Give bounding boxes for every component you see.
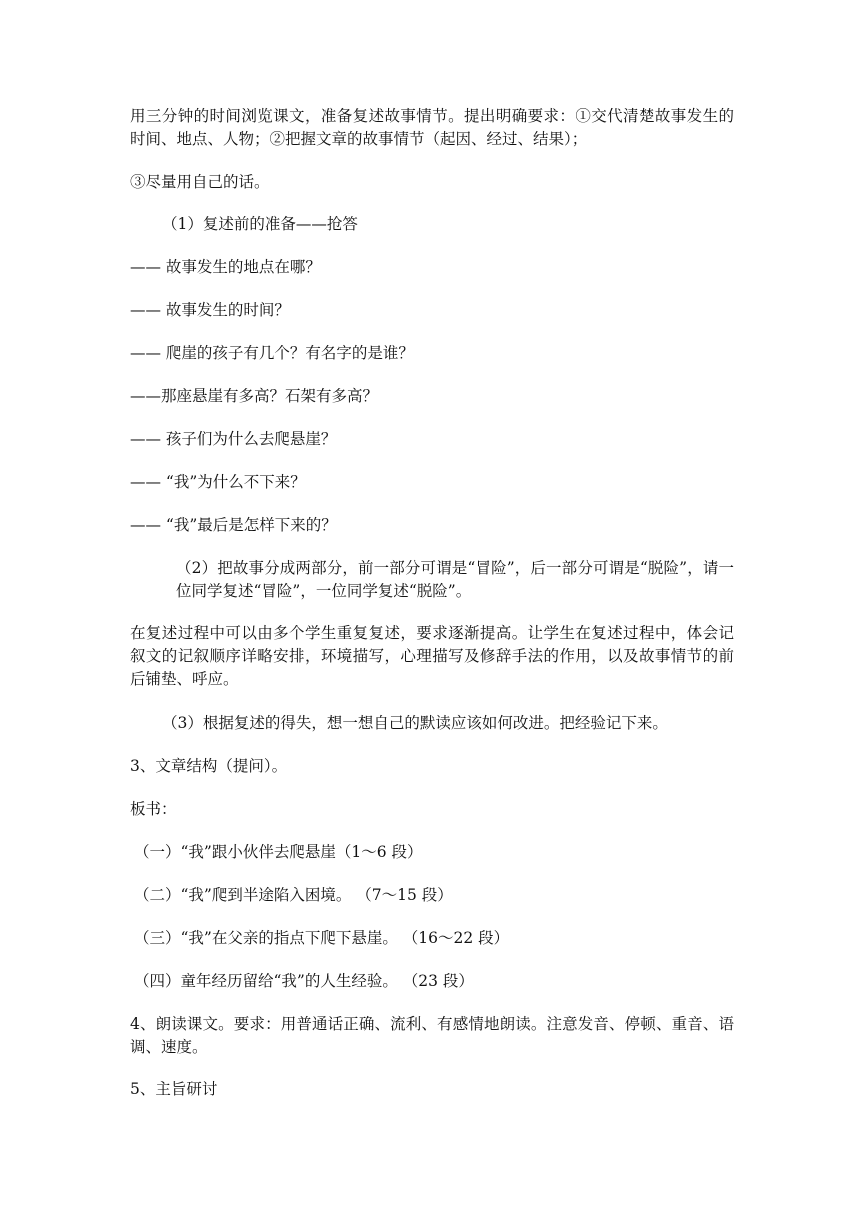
paragraph-step-1: （1）复述前的准备——抢答 <box>162 215 358 233</box>
paragraph-step-3: （3）根据复述的得失，想一想自己的默读应该如何改进。把经验记下来。 <box>162 714 668 732</box>
question-place: —— 故事发生的地点在哪？ <box>130 258 321 276</box>
label-blackboard: 板书： <box>130 800 177 818</box>
question-why-not-down: —— “我”为什么不下来？ <box>130 473 306 491</box>
question-why-climb: —— 孩子们为什么去爬悬崖？ <box>130 430 337 448</box>
paragraph-retell-requirements: 用三分钟的时间浏览课文，准备复述故事情节。提出明确要求：①交代清楚故事发生的时间、地点、人物；②把握文章的故事情节（起因、经过、结果）； <box>130 107 734 148</box>
question-time: —— 故事发生的时间？ <box>130 301 290 319</box>
paragraph-own-words: ③尽量用自己的话。 <box>130 173 270 191</box>
outline-part-3: （三）“我”在父亲的指点下爬下悬崖。 （16～22 段） <box>134 929 510 947</box>
heading-reading: 4、朗读课文。要求：用普通话正确、流利、有感情地朗读。注意发音、停顿、重音、语调、速度。 <box>130 1015 734 1056</box>
outline-part-1: （一）“我”跟小伙伴去爬悬崖（1～6 段） <box>134 843 423 861</box>
question-cliff-height: ——那座悬崖有多高？石架有多高？ <box>130 387 379 405</box>
outline-part-4: （四）童年经历留给“我”的人生经验。 （23 段） <box>134 972 474 990</box>
question-children: —— 爬崖的孩子有几个？有名字的是谁？ <box>130 344 414 362</box>
heading-structure: 3、文章结构（提问）。 <box>130 757 288 775</box>
question-how-down: —— “我”最后是怎样下来的？ <box>130 516 337 534</box>
outline-part-2: （二）“我”爬到半途陷入困境。 （7～15 段） <box>134 886 453 904</box>
paragraph-step-2: （2）把故事分成两部分，前一部分可谓是“冒险”，后一部分可谓是“脱险”，请一位同学复述“冒险”，一位同学复述“脱险”。 <box>176 559 734 600</box>
paragraph-retell-process: 在复述过程中可以由多个学生重复复述，要求逐渐提高。让学生在复述过程中，体会记叙文的记叙顺序详略安排，环境描写，心理描写及修辞手法的作用，以及故事情节的前后铺垫、呼应。 <box>130 624 734 688</box>
heading-theme: 5、主旨研讨 <box>130 1080 218 1098</box>
